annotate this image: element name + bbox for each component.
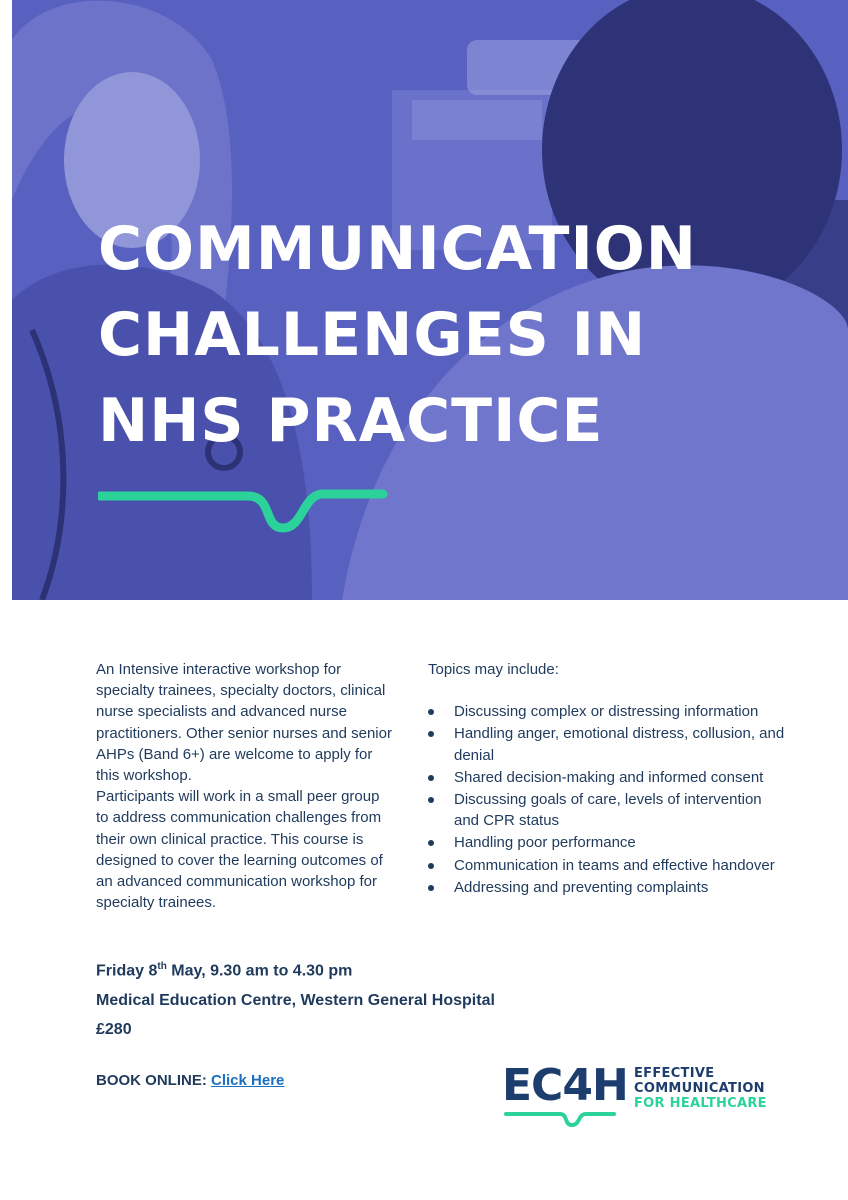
ec4h-logo — [502, 1060, 782, 1130]
bullet-icon — [428, 863, 434, 869]
topic-text: Handling poor performance — [454, 834, 636, 852]
logo-mark: EC4H — [502, 1060, 628, 1111]
bullet-icon — [428, 840, 434, 846]
event-date-ordinal: th — [157, 961, 167, 972]
topics-intro: Topics may include: — [428, 661, 559, 678]
topic-item — [428, 701, 788, 722]
book-online-link[interactable]: Click Here — [211, 1072, 285, 1089]
hero-title-line-1: COMMUNICATION — [98, 214, 697, 284]
topics-list — [428, 701, 788, 898]
event-venue: Medical Education Centre, Western General Hospital — [96, 992, 495, 1009]
topic-item — [428, 723, 788, 765]
event-date-time: May, 9.30 am to 4.30 pm — [166, 962, 353, 980]
bullet-icon — [428, 709, 434, 715]
topic-item — [428, 855, 788, 876]
topic-text: Communication in teams and effective handover — [454, 856, 775, 874]
bullet-icon — [428, 775, 434, 781]
logo-tagline-line-2: COMMUNICATION — [634, 1081, 765, 1096]
hero-title-line-2: CHALLENGES IN — [98, 300, 647, 370]
bullet-icon — [428, 797, 434, 803]
logo-tagline — [634, 1066, 767, 1111]
topic-item — [428, 832, 788, 853]
topic-text: Shared decision-making and informed consent — [454, 768, 764, 786]
event-price: £280 — [96, 1021, 132, 1038]
booking-label: BOOK ONLINE: — [96, 1072, 207, 1089]
topic-item — [428, 877, 788, 898]
topic-item — [428, 767, 788, 788]
event-date — [96, 961, 352, 980]
description-paragraph-1: An Intensive interactive workshop for specialty trainees, specialty doctors, clinical nurse specialists and advanced nurse practitioners. Other senior nurses and senior AHPs (Band 6+) are welcome to apply for this workshop. — [96, 661, 392, 785]
bullet-icon — [428, 885, 434, 891]
topic-text: Discussing complex or distressing information — [454, 703, 759, 721]
booking-line — [96, 1072, 284, 1089]
topic-text: Handling anger, emotional distress, collusion, and denial — [454, 725, 785, 764]
topic-text: Addressing and preventing complaints — [454, 878, 709, 896]
hero-title-line-3: NHS PRACTICE — [98, 386, 604, 456]
logo-tagline-line-3: FOR HEALTHCARE — [634, 1096, 767, 1111]
logo-tagline-line-1: EFFECTIVE — [634, 1066, 715, 1081]
topic-text: Discussing goals of care, levels of intervention and CPR status — [454, 791, 762, 830]
hero-banner — [12, 0, 848, 600]
logo-swoosh-icon — [504, 1110, 616, 1128]
speech-swoosh-icon — [98, 478, 388, 538]
event-date-day: Friday 8 — [96, 962, 158, 980]
bullet-icon — [428, 731, 434, 737]
workshop-description — [96, 659, 396, 913]
topic-item — [428, 789, 788, 831]
description-paragraph-2: Participants will work in a small peer group to address communication challenges from their own clinical practice. This course is designed to cover the learning outcomes of an advanced communication workshop for specialty trainees. — [96, 788, 383, 912]
topics-section — [428, 659, 788, 899]
hero-title — [98, 206, 818, 464]
